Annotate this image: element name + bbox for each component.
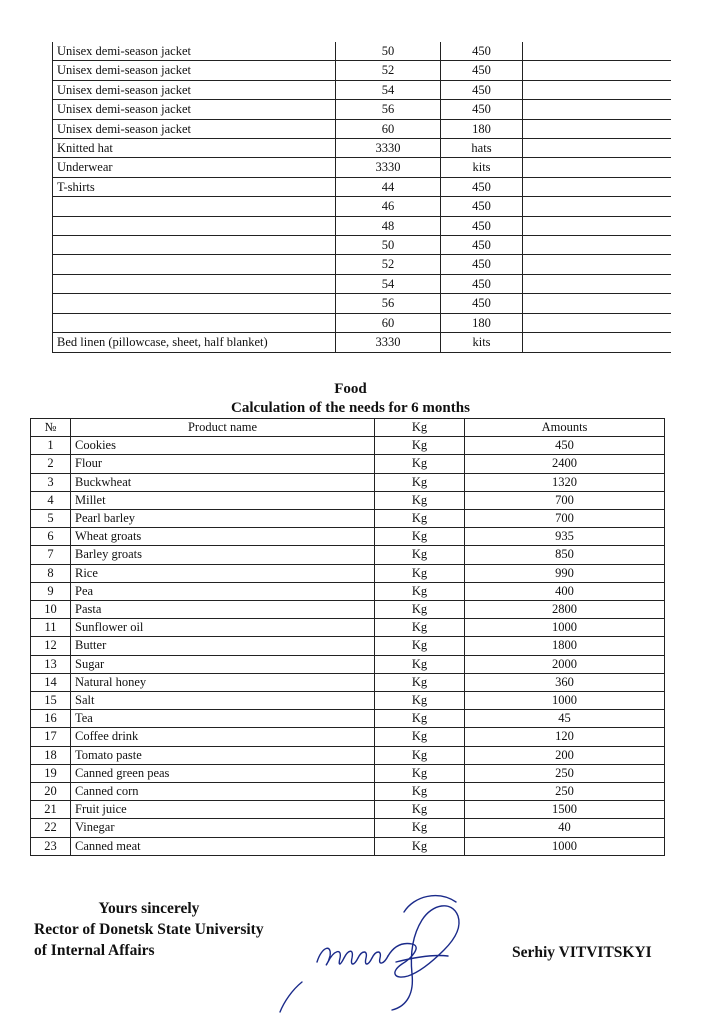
clothing-qty: 450: [441, 236, 523, 255]
food-row: [31, 437, 665, 455]
closing-line-2: Rector of Donetsk State University: [34, 921, 264, 938]
food-amount: 2000: [465, 655, 665, 673]
clothing-size: 52: [336, 61, 441, 80]
handwritten-signature-icon: [262, 884, 472, 1014]
clothing-size: 50: [336, 236, 441, 255]
food-product-name: Pea: [71, 582, 375, 600]
food-product-name: Tomato paste: [71, 746, 375, 764]
food-row: [31, 491, 665, 509]
food-product-name: Flour: [71, 455, 375, 473]
food-row: [31, 746, 665, 764]
food-num: 16: [31, 710, 71, 728]
clothing-item: Unisex demi-season jacket: [53, 61, 336, 80]
food-product-name: Canned corn: [71, 783, 375, 801]
food-num: 14: [31, 673, 71, 691]
food-product-name: Buckwheat: [71, 473, 375, 491]
food-amount: 935: [465, 528, 665, 546]
food-product-name: Wheat groats: [71, 528, 375, 546]
food-unit: Kg: [375, 655, 465, 673]
clothing-item: Underwear: [53, 158, 336, 177]
food-unit: Kg: [375, 728, 465, 746]
food-row: [31, 728, 665, 746]
food-amount: 200: [465, 746, 665, 764]
clothing-qty: kits: [441, 333, 523, 352]
food-unit: Kg: [375, 455, 465, 473]
food-product-name: Cookies: [71, 437, 375, 455]
food-num: 17: [31, 728, 71, 746]
clothing-item: [53, 313, 336, 332]
food-row: [31, 710, 665, 728]
clothing-size: 60: [336, 119, 441, 138]
food-num: 23: [31, 837, 71, 855]
food-unit: Kg: [375, 819, 465, 837]
clothing-item: Unisex demi-season jacket: [53, 119, 336, 138]
food-amount: 400: [465, 582, 665, 600]
clothing-item: Unisex demi-season jacket: [53, 80, 336, 99]
food-amount: 120: [465, 728, 665, 746]
clothing-notes: [523, 139, 671, 158]
food-product-name: Canned meat: [71, 837, 375, 855]
food-num: 22: [31, 819, 71, 837]
food-product-name: Fruit juice: [71, 801, 375, 819]
clothing-row: [53, 119, 671, 138]
food-num: 8: [31, 564, 71, 582]
food-unit: Kg: [375, 491, 465, 509]
food-num: 3: [31, 473, 71, 491]
food-product-name: Coffee drink: [71, 728, 375, 746]
clothing-qty: 450: [441, 255, 523, 274]
food-row: [31, 764, 665, 782]
clothing-item: Unisex demi-season jacket: [53, 42, 336, 61]
food-row: [31, 601, 665, 619]
clothing-notes: [523, 158, 671, 177]
clothing-qty: 180: [441, 313, 523, 332]
clothing-qty: 450: [441, 216, 523, 235]
food-amount: 1000: [465, 837, 665, 855]
clothing-row: [53, 61, 671, 80]
food-unit: Kg: [375, 437, 465, 455]
clothing-qty: 450: [441, 100, 523, 119]
clothing-notes: [523, 119, 671, 138]
food-amount: 1000: [465, 692, 665, 710]
food-unit: Kg: [375, 528, 465, 546]
food-subtitle: Calculation of the needs for 6 months: [231, 400, 470, 416]
food-amount: 700: [465, 510, 665, 528]
food-row: [31, 582, 665, 600]
clothing-notes: [523, 294, 671, 313]
food-amount: 450: [465, 437, 665, 455]
clothing-notes: [523, 255, 671, 274]
food-unit: Kg: [375, 619, 465, 637]
food-table-header: [31, 419, 665, 437]
clothing-size: 3330: [336, 139, 441, 158]
food-amount: 360: [465, 673, 665, 691]
food-num: 1: [31, 437, 71, 455]
food-amount: 1500: [465, 801, 665, 819]
food-amount: 45: [465, 710, 665, 728]
food-amount: 250: [465, 764, 665, 782]
food-row: [31, 546, 665, 564]
clothing-item: [53, 197, 336, 216]
clothing-item: [53, 255, 336, 274]
header-unit: Kg: [375, 419, 465, 437]
clothing-row: [53, 42, 671, 61]
header-product-name: Product name: [71, 419, 375, 437]
clothing-qty: 450: [441, 197, 523, 216]
food-row: [31, 783, 665, 801]
food-num: 13: [31, 655, 71, 673]
clothing-row: [53, 177, 671, 196]
clothing-row: [53, 255, 671, 274]
food-product-name: Butter: [71, 637, 375, 655]
food-product-name: Millet: [71, 491, 375, 509]
closing-line-1: Yours sincerely: [98, 900, 200, 917]
clothing-notes: [523, 274, 671, 293]
food-product-name: Natural honey: [71, 673, 375, 691]
clothing-row: [53, 313, 671, 332]
clothing-notes: [523, 236, 671, 255]
food-unit: Kg: [375, 582, 465, 600]
clothing-item: T-shirts: [53, 177, 336, 196]
clothing-row: [53, 197, 671, 216]
clothing-item: [53, 274, 336, 293]
food-amount: 250: [465, 783, 665, 801]
food-table: [30, 418, 665, 856]
clothing-size: 56: [336, 100, 441, 119]
clothing-qty: hats: [441, 139, 523, 158]
clothing-qty: 450: [441, 80, 523, 99]
closing-line-3: of Internal Affairs: [34, 942, 155, 959]
clothing-item: Knitted hat: [53, 139, 336, 158]
clothing-item: [53, 294, 336, 313]
clothing-notes: [523, 177, 671, 196]
clothing-notes: [523, 333, 671, 352]
header-num: №: [31, 419, 71, 437]
food-unit: Kg: [375, 837, 465, 855]
header-amounts: Amounts: [465, 419, 665, 437]
clothing-row: [53, 274, 671, 293]
food-num: 5: [31, 510, 71, 528]
clothing-size: 44: [336, 177, 441, 196]
clothing-item: [53, 236, 336, 255]
food-product-name: Sugar: [71, 655, 375, 673]
food-unit: Kg: [375, 564, 465, 582]
clothing-size: 3330: [336, 158, 441, 177]
food-product-name: Sunflower oil: [71, 619, 375, 637]
food-unit: Kg: [375, 746, 465, 764]
clothing-size: 54: [336, 274, 441, 293]
food-amount: 2800: [465, 601, 665, 619]
food-num: 6: [31, 528, 71, 546]
clothing-qty: 450: [441, 294, 523, 313]
clothing-row: [53, 236, 671, 255]
food-product-name: Tea: [71, 710, 375, 728]
food-row: [31, 564, 665, 582]
food-num: 19: [31, 764, 71, 782]
food-unit: Kg: [375, 673, 465, 691]
clothing-qty: 450: [441, 61, 523, 80]
clothing-row: [53, 216, 671, 235]
food-unit: Kg: [375, 637, 465, 655]
food-amount: 1320: [465, 473, 665, 491]
food-num: 2: [31, 455, 71, 473]
food-amount: 2400: [465, 455, 665, 473]
food-row: [31, 673, 665, 691]
food-product-name: Salt: [71, 692, 375, 710]
clothing-qty: 450: [441, 42, 523, 61]
food-unit: Kg: [375, 710, 465, 728]
food-row: [31, 637, 665, 655]
clothing-qty: kits: [441, 158, 523, 177]
food-row: [31, 692, 665, 710]
clothing-notes: [523, 100, 671, 119]
food-product-name: Pasta: [71, 601, 375, 619]
food-num: 20: [31, 783, 71, 801]
food-unit: Kg: [375, 510, 465, 528]
food-num: 11: [31, 619, 71, 637]
food-amount: 990: [465, 564, 665, 582]
food-num: 7: [31, 546, 71, 564]
clothing-notes: [523, 80, 671, 99]
food-unit: Kg: [375, 546, 465, 564]
clothing-notes: [523, 216, 671, 235]
clothing-notes: [523, 197, 671, 216]
food-amount: 850: [465, 546, 665, 564]
food-amount: 1000: [465, 619, 665, 637]
food-num: 21: [31, 801, 71, 819]
clothing-table: [52, 42, 671, 353]
food-product-name: Barley groats: [71, 546, 375, 564]
food-row: [31, 528, 665, 546]
food-amount: 1800: [465, 637, 665, 655]
signer-name: Serhiy VITVITSKYI: [512, 944, 652, 961]
food-amount: 700: [465, 491, 665, 509]
food-row: [31, 837, 665, 855]
clothing-row: [53, 158, 671, 177]
clothing-item: Bed linen (pillowcase, sheet, half blanket): [53, 333, 336, 352]
clothing-notes: [523, 61, 671, 80]
food-product-name: Canned green peas: [71, 764, 375, 782]
clothing-row: [53, 80, 671, 99]
food-num: 10: [31, 601, 71, 619]
clothing-notes: [523, 313, 671, 332]
clothing-row: [53, 139, 671, 158]
food-product-name: Vinegar: [71, 819, 375, 837]
food-row: [31, 510, 665, 528]
clothing-size: 52: [336, 255, 441, 274]
clothing-item: Unisex demi-season jacket: [53, 100, 336, 119]
food-row: [31, 455, 665, 473]
clothing-item: [53, 216, 336, 235]
clothing-size: 48: [336, 216, 441, 235]
food-product-name: Rice: [71, 564, 375, 582]
clothing-size: 50: [336, 42, 441, 61]
clothing-row: [53, 100, 671, 119]
food-num: 12: [31, 637, 71, 655]
food-num: 18: [31, 746, 71, 764]
food-unit: Kg: [375, 601, 465, 619]
clothing-size: 3330: [336, 333, 441, 352]
closing-block: [34, 898, 264, 961]
food-num: 15: [31, 692, 71, 710]
food-unit: Kg: [375, 473, 465, 491]
food-unit: Kg: [375, 783, 465, 801]
food-num: 9: [31, 582, 71, 600]
food-title: Food: [334, 381, 367, 397]
clothing-qty: 180: [441, 119, 523, 138]
food-row: [31, 619, 665, 637]
food-unit: Kg: [375, 692, 465, 710]
food-row: [31, 473, 665, 491]
food-num: 4: [31, 491, 71, 509]
clothing-qty: 450: [441, 274, 523, 293]
food-unit: Kg: [375, 764, 465, 782]
clothing-size: 54: [336, 80, 441, 99]
clothing-notes: [523, 42, 671, 61]
clothing-size: 60: [336, 313, 441, 332]
clothing-row: [53, 333, 671, 352]
food-row: [31, 655, 665, 673]
clothing-size: 46: [336, 197, 441, 216]
clothing-qty: 450: [441, 177, 523, 196]
food-row: [31, 819, 665, 837]
clothing-row: [53, 294, 671, 313]
food-unit: Kg: [375, 801, 465, 819]
food-row: [31, 801, 665, 819]
food-product-name: Pearl barley: [71, 510, 375, 528]
clothing-size: 56: [336, 294, 441, 313]
food-amount: 40: [465, 819, 665, 837]
